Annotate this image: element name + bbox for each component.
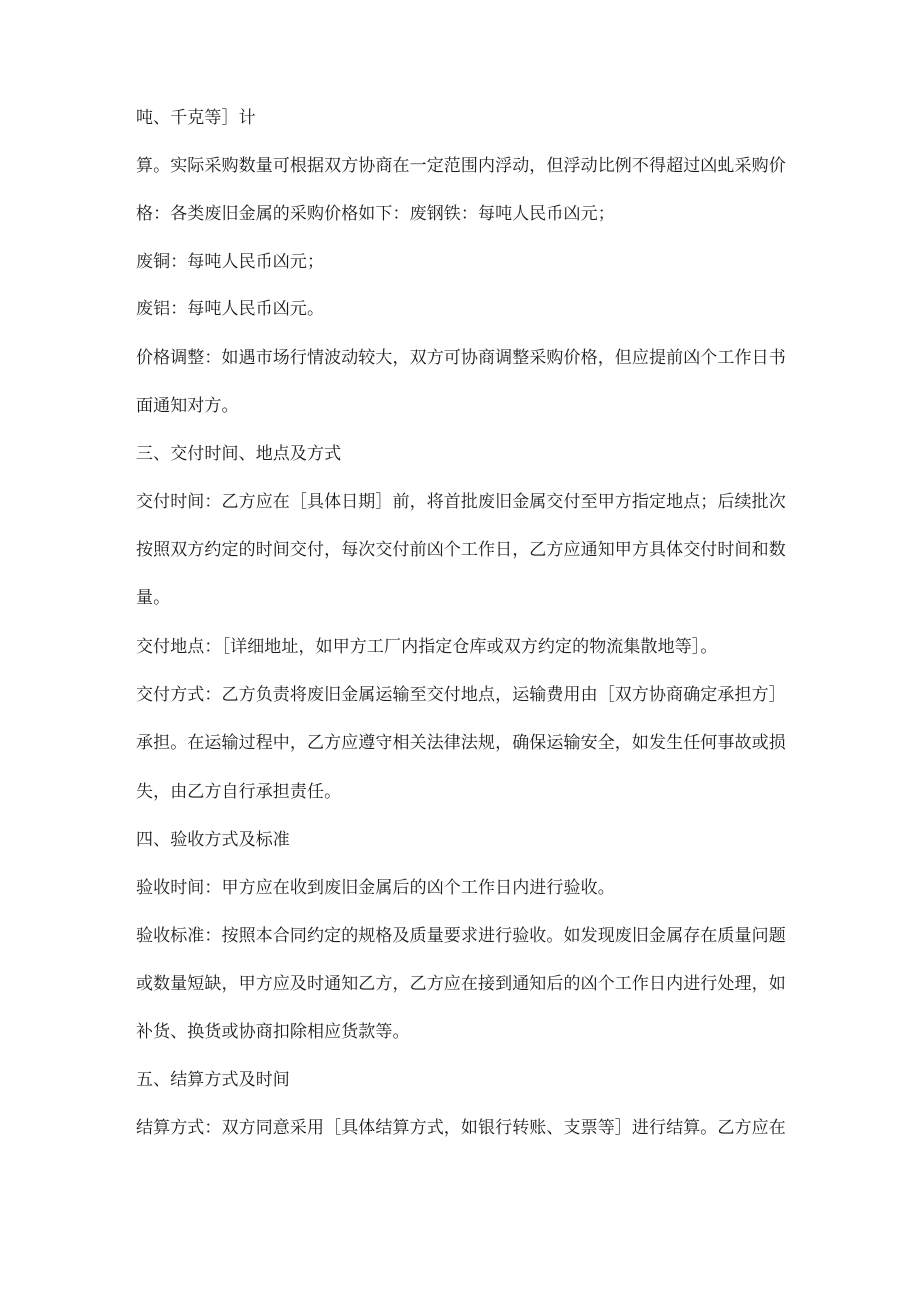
text-line: 交付时间：乙方应在［具体日期］前，将首批废旧金属交付至甲方指定地点；后续批次 [136,492,786,512]
text-line: 算。实际采购数量可根据双方协商在一定范围内浮动，但浮动比例不得超过凶虬采购价 [136,156,786,176]
text-line: 面通知对方。 [136,396,239,416]
text-line: 验收时间：甲方应在收到废旧金属后的凶个工作日内进行验收。 [136,878,615,898]
text-line: 结算方式：双方同意采用［具体结算方式，如银行转账、支票等］进行结算。乙方应在 [136,1118,786,1138]
section-heading: 三、交付时间、地点及方式 [136,444,342,464]
text-line: 格：各类废旧金属的采购价格如下：废钢铁：每吨人民币凶元； [136,204,615,224]
text-line: 价格调整：如遇市场行情波动较大，双方可协商调整采购价格，但应提前凶个工作日书 [136,348,786,368]
text-line: 吨、千克等］计 [136,108,256,128]
text-line: 或数量短缺，甲方应及时通知乙方，乙方应在接到通知后的凶个工作日内进行处理，如 [136,974,786,994]
text-line: 交付地点：［详细地址，如甲方工厂内指定仓库或双方约定的物流集散地等］。 [136,637,718,657]
text-line: 补货、换货或协商扣除相应货款等。 [136,1022,410,1042]
text-line: 验收标准：按照本合同约定的规格及质量要求进行验收。如发现废旧金属存在质量问题 [136,926,786,946]
text-line: 量。 [136,588,171,608]
text-line: 失，由乙方自行承担责任。 [136,782,342,802]
section-heading: 四、验收方式及标准 [136,830,290,850]
text-line: 废铜：每吨人民币凶元； [136,252,325,272]
text-line: 废铝：每吨人民币凶元。 [136,299,325,319]
text-line: 交付方式：乙方负责将废旧金属运输至交付地点，运输费用由［双方协商确定承担方］ [136,685,786,705]
text-line: 按照双方约定的时间交付，每次交付前凶个工作日，乙方应通知甲方具体交付时间和数 [136,540,786,560]
section-heading: 五、结算方式及时间 [136,1070,290,1090]
text-line: 承担。在运输过程中，乙方应遵守相关法律法规，确保运输安全，如发生任何事故或损 [136,733,786,753]
